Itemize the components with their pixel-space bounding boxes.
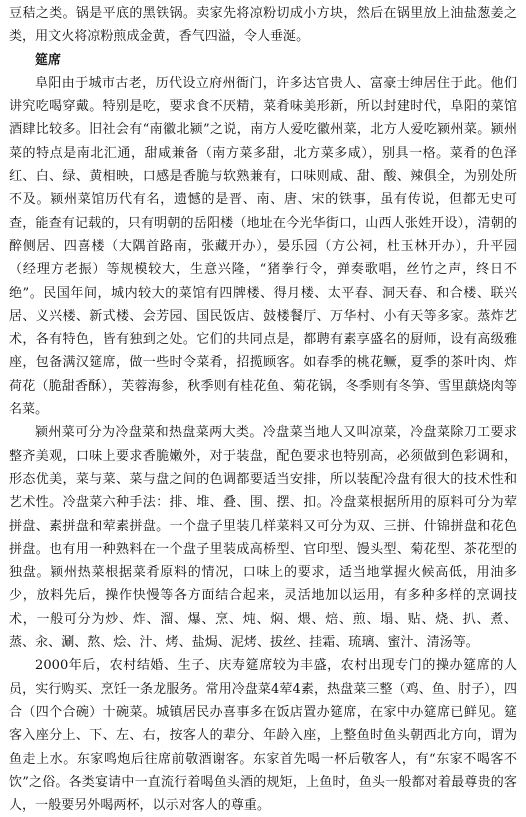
paragraph-continued: 豆秸之类。锅是平底的黑铁锅。卖家先将凉粉切成小方块，然后在锅里放上油盐葱姜之类，用文火将凉粉煎成金黄，香气四溢，令人垂涎。: [9, 6, 517, 45]
paragraph-modern-customs: 2000年后，农村结婚、生子、庆寿筵席较为丰盛，农村出现专门的操办筵席的人员，实行购买、烹饪一条龙服务。常用冷盘菜4荤4素，热盘菜三整（鸡、鱼、肘子），四合（四个合碗）十碗菜。城镇居民办喜事多在饭店置办筵席，在家中办筵席已鲜见。筵客入座分上、下、左、右，按客人的辈分、年龄入座，上整鱼时鱼头朝西北方向，谓为鱼走上水。东家鸣炮后往席前敬酒谢客。东家首先喝一杯后敬客人，有“东家不喝客不饮”之俗。各类宴请中一直流行着喝鱼头酒的规矩，上鱼时，鱼头一般都对着最尊贵的客人，一般要另外喝两杯，以示对客人的尊重。: [9, 658, 517, 814]
document-page: [9, 2, 517, 817]
paragraph-history: 阜阳由于城市古老，历代设立府州衙门，许多达官贵人、富豪士绅居住于此。他们讲究吃喝穿戴。特别是吃，要求食不厌精，菜肴味美形新，所以封建时代，阜阳的菜馆酒肆比较多。旧社会有“南徽北颍”之说，南方人爱吃徽州菜，北方人爱吃颍州菜。颍州菜的特点是南北汇通，甜咸兼备（南方菜多甜，北方菜多咸），别具一格。菜肴的色泽红、白、绿、黄相映，口感是香脆与软熟兼有，口味则咸、甜、酸、辣俱全，为别处所不及。颍州菜馆历代有名，遗憾的是晋、南、唐、宋的铁事，虽有传说，但都无史可查，能查有记载的，只有明朝的岳阳楼（地址在今光华街口，山西人张姓开设），清朝的醉侧居、四喜楼（大隅首路南，张藏开办），晏乐园（方公祠，杜玉林开办），升平园（经理方老振）等规模较大，生意兴隆，“猪拳行令，弹奏歌唱，丝竹之声，终日不绝”。民国年间，城内较大的菜馆有四牌楼、得月楼、太平春、洞天春、和合楼、联兴居、义兴楼、新式楼、会芳园、国民饭店、鼓楼餐厅、万华村、小有天等多家。蒸炸艺术，各有特色，皆有独到之处。它们的共同点是，都聘有素享盛名的厨师，设有高级雅座，包备满汉筵席，做一些时令菜肴，招揽顾客。如春季的桃花鳜，夏季的茶叶肉、炸荷花（脆甜香酥），芙蓉海参，秋季则有桂花鱼、菊花锅，冬季则有冬笋、雪里蕻烧肉等名菜。: [9, 75, 517, 418]
paragraph-cold-hot-dishes: 颍州菜可分为冷盘菜和热盘菜两大类。冷盘菜当地人又叫凉菜，冷盘菜除刀工要求整齐美观，口味上要求香脆嫩外，对于装盘，配色要求也特别高，必须做到色彩调和，形态优美，菜与菜、菜与盘之间的色调都要适当安排，所以装配冷盘有很大的技术性和艺术性。冷盘菜六种手法：排、堆、叠、围、摆、扣。冷盘菜根据所用的原料可分为荤拼盘、素拼盘和荤素拼盘。一个盘子里装几样菜料又可分为双、三拼、什锦拼盘和花色拼盘。也有用一种熟料在一个盘子里装成高桥型、官印型、馒头型、菊花型、茶花型的独盘。颍州热菜根据菜肴原料的情况，口味上的要求，适当地掌握火候高低，用油多少，放料先后，操作快慢等各方面结合起来，灵活地加以运用，有多种多样的烹调技术，一般可分为炒、炸、溜、爆、烹、炖、焖、煨、焙、煎、塌、贴、烧、扒、煮、蒸、汆、涮、熬、烩、汁、烤、盐焗、泥烤、拔丝、挂霜、琉璃、蜜汁、清汤等。: [9, 425, 517, 651]
section-heading-banquet: 筵席: [35, 52, 62, 68]
